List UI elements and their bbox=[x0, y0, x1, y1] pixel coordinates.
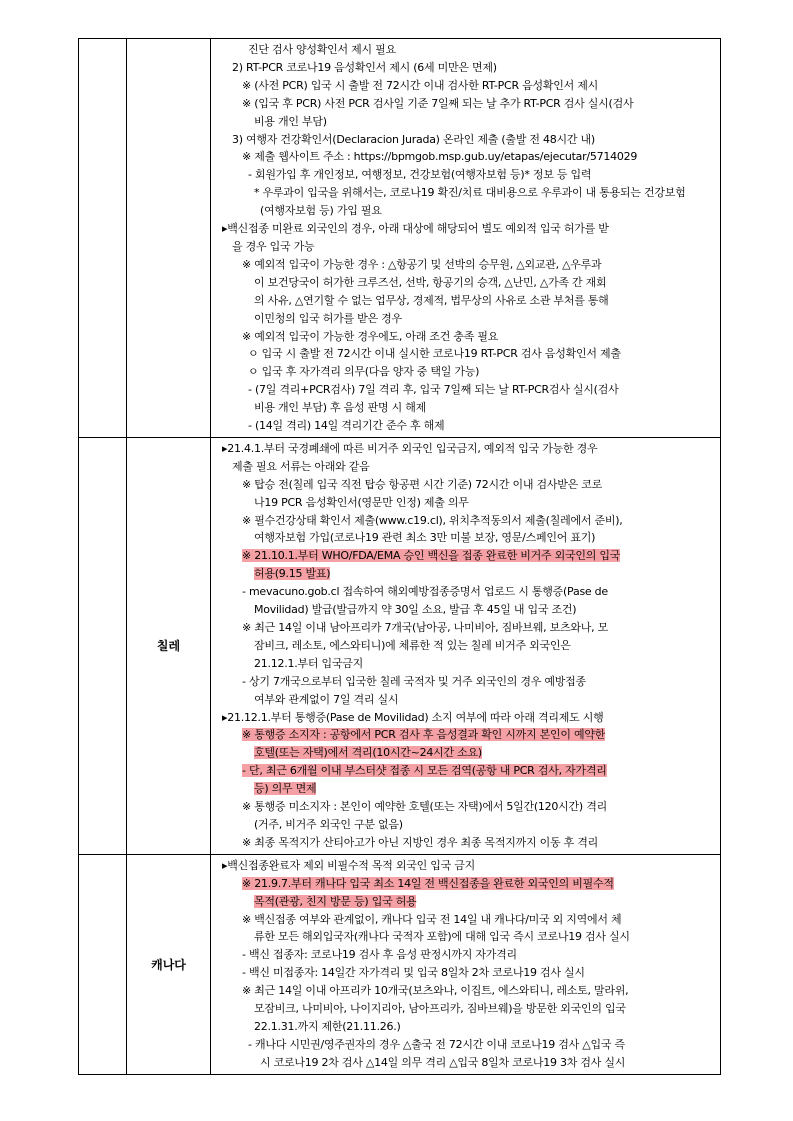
line-text: ※ 최근 14일 이내 아프리카 10개국(보츠와나, 이집트, 에스와티니, 레소토, 말라위, bbox=[242, 984, 629, 998]
line-text: - 캐나다 시민권/영주권자의 경우 △출국 전 72시간 이내 코로나19 검사 △입국 즉 bbox=[248, 1037, 625, 1051]
measure-line bbox=[222, 440, 712, 458]
line-text: - mevacuno.gob.cl 접속하여 해외예방접종증명서 업로드 시 통행증(Pase de bbox=[242, 585, 608, 599]
line-text: 이 보건당국이 허가한 크루즈선, 선박, 항공기의 승객, △난민, △가족 간 재회 bbox=[254, 275, 607, 289]
measure-line bbox=[222, 875, 712, 893]
measure-line bbox=[222, 691, 712, 709]
country-row-canada bbox=[79, 854, 721, 1074]
measure-line bbox=[222, 148, 712, 166]
measure-line bbox=[222, 780, 712, 798]
measure-line bbox=[222, 95, 712, 113]
measure-line bbox=[222, 292, 712, 310]
line-text: - (14일 격리) 14일 격리기간 준수 후 해제 bbox=[248, 419, 445, 433]
highlighted-text: 허용(9.15 발표) bbox=[254, 567, 331, 581]
entry-restrictions-table bbox=[78, 38, 721, 1075]
measure-line bbox=[222, 131, 712, 149]
line-text: 의 사유, △연기할 수 없는 업무상, 경제적, 법무상의 사유로 소관 부처를 통해 bbox=[254, 293, 609, 307]
measure-line bbox=[222, 1054, 712, 1072]
line-text: ※ 최근 14일 이내 남아프리카 7개국(남아공, 나미비아, 짐바브웨, 보츠와나, 모 bbox=[242, 621, 608, 634]
line-text: - 백신 접종자: 코로나19 검사 후 음성 판정시까지 자가격리 bbox=[242, 948, 517, 962]
line-text: 22.1.31.까지 제한(21.11.26.) bbox=[254, 1019, 401, 1033]
line-text: ※ 백신접종 여부와 관계없이, 캐나다 입국 전 14일 내 캐나다/미국 외 지역에서 체 bbox=[242, 912, 622, 926]
measure-line bbox=[222, 893, 712, 911]
line-text: (여행자보험 등) 가입 필요 bbox=[260, 204, 382, 218]
line-text: 여부와 관계없이 7일 격리 실시 bbox=[254, 692, 399, 706]
region-cell bbox=[79, 854, 127, 1074]
line-text: 을 경우 입국 가능 bbox=[232, 239, 315, 253]
measure-line bbox=[222, 113, 712, 131]
line-text: 여행자보험 가입(코로나19 관련 최소 3만 미불 보장, 영문/스페인어 표기) bbox=[254, 531, 596, 545]
line-text: Movilidad) 발급(발급까지 약 30일 소요, 발급 후 45일 내 입국 조건) bbox=[254, 603, 577, 617]
line-text: ㅇ 입국 시 출발 전 72시간 이내 실시한 코로나19 RT-PCR 검사 음성확인서 제출 bbox=[248, 347, 621, 361]
measure-line bbox=[222, 77, 712, 95]
line-text: ▸백신접종완료자 제외 비필수적 목적 외국인 입국 금지 bbox=[222, 858, 476, 872]
measure-line bbox=[222, 1018, 712, 1036]
line-text: ▸백신접종 미완료 외국인의 경우, 아래 대상에 해당되어 별도 예외적 입국 허가를 받 bbox=[222, 222, 609, 236]
measure-line bbox=[222, 417, 712, 435]
measure-line bbox=[222, 709, 712, 727]
measure-line bbox=[222, 512, 712, 530]
line-text: ※ (입국 후 PCR) 사전 PCR 검사일 기준 7일째 되는 날 추가 RT-PCR 검사 실시(검사 bbox=[242, 96, 634, 110]
measure-line bbox=[222, 982, 712, 1000]
measure-line bbox=[222, 583, 712, 601]
line-text: ※ 제출 웹사이트 주소 : https://bpmgob.msp.gub.uy/etapas/ejecutar/5714029 bbox=[242, 150, 638, 164]
highlighted-text: ※ 21.9.7.부터 캐나다 입국 최소 14일 전 백신접종을 완료한 외국인의 비필수적 bbox=[242, 876, 614, 890]
measure-line bbox=[222, 310, 712, 328]
measure-line bbox=[222, 547, 712, 565]
measure-line bbox=[222, 1000, 712, 1018]
measure-line bbox=[222, 59, 712, 77]
measure-line bbox=[222, 726, 712, 744]
measure-line bbox=[222, 928, 712, 946]
country-name-cell bbox=[127, 39, 211, 438]
line-text: 3) 여행자 건강확인서(Declaracion Jurada) 온라인 제출 (출발 전 48시간 내) bbox=[232, 132, 595, 146]
measure-line bbox=[222, 834, 712, 852]
measures-cell bbox=[211, 39, 721, 438]
measure-line bbox=[222, 345, 712, 363]
measure-line bbox=[222, 458, 712, 476]
line-text: ㅇ 입국 후 자가격리 의무(다음 양자 중 택일 가능) bbox=[248, 365, 480, 379]
line-text: - 상기 7개국으로부터 입국한 칠레 국적자 및 거주 외국인의 경우 예방접종 bbox=[242, 674, 586, 688]
line-text: ※ 예외적 입국이 가능한 경우 : △항공기 및 선박의 승무원, △외교관, △우루과 bbox=[242, 257, 602, 271]
line-text: ※ 필수건강상태 확인서 제출(www.c19.cl), 위치추적동의서 제출(칠레에서 준비), bbox=[242, 513, 623, 527]
measure-line bbox=[222, 184, 712, 202]
measure-line bbox=[222, 601, 712, 619]
measure-line bbox=[222, 673, 712, 691]
measure-line bbox=[222, 964, 712, 982]
line-text: (거주, 비거주 외국인 구분 없음) bbox=[254, 817, 403, 831]
highlighted-text: 등) 의무 면제 bbox=[254, 782, 317, 796]
region-cell bbox=[79, 437, 127, 854]
measure-line bbox=[222, 238, 712, 256]
highlighted-text: ※ 통행증 소지자 : 공항에서 PCR 검사 후 음성결과 확인 시까지 본인이 예약한 bbox=[242, 728, 606, 742]
measures-cell bbox=[211, 854, 721, 1074]
measure-line bbox=[222, 202, 712, 220]
line-text: * 우루과이 입국을 위해서는, 코로나19 확진/치료 대비용으로 우루과이 내 통용되는 건강보험 bbox=[254, 186, 686, 200]
line-text: - (7일 격리+PCR검사) 7일 격리 후, 입국 7일째 되는 날 RT-PCR검사 실시(검사 bbox=[248, 383, 619, 397]
line-text: ▸21.12.1.부터 통행증(Pase de Movilidad) 소지 여부에 따라 아래 격리제도 시행 bbox=[222, 710, 604, 724]
highlighted-text: 호텔(또는 자택)에서 격리(10시간~24시간 소요) bbox=[254, 746, 482, 760]
line-text: ※ 최종 목적지가 산티아고가 아닌 지방인 경우 최종 목적지까지 이동 후 격리 bbox=[242, 835, 598, 849]
line-text: 이민청의 입국 허가를 받은 경우 bbox=[254, 311, 402, 325]
measure-line bbox=[222, 637, 712, 655]
country-row-chile bbox=[79, 437, 721, 854]
line-text: ※ (사전 PCR) 입국 시 출발 전 72시간 이내 검사한 RT-PCR 음성확인서 제시 bbox=[242, 78, 598, 92]
line-text: ▸21.4.1.부터 국경폐쇄에 따른 비거주 외국인 입국금지, 예외적 입국 가능한 경우 bbox=[222, 441, 598, 455]
measure-line bbox=[222, 166, 712, 184]
measure-line bbox=[222, 816, 712, 834]
line-text: 진단 검사 양성확인서 제시 필요 bbox=[248, 43, 396, 56]
region-cell bbox=[79, 39, 127, 438]
line-text: 잠비크, 레소토, 에스와티니)에 체류한 적 있는 칠레 비거주 외국인은 bbox=[254, 638, 571, 652]
measure-line bbox=[222, 1036, 712, 1054]
highlighted-text: - 단, 최근 6개월 이내 부스터샷 접종 시 모든 검역(공항 내 PCR 검사, 자가격리 bbox=[242, 764, 607, 778]
measure-line bbox=[222, 762, 712, 780]
measure-line bbox=[222, 529, 712, 547]
line-text: 제출 필요 서류는 아래와 같음 bbox=[232, 459, 370, 473]
line-text: 2) RT-PCR 코로나19 음성확인서 제시 (6세 미만은 면제) bbox=[232, 60, 497, 74]
measure-line bbox=[222, 363, 712, 381]
measure-line bbox=[222, 911, 712, 929]
line-text: - 회원가입 후 개인정보, 여행정보, 건강보험(여행자보험 등)* 정보 등 입력 bbox=[248, 168, 592, 182]
line-text: 류한 모든 해외입국자(캐나다 국적자 포함)에 대해 입국 즉시 코로나19 검사 실시 bbox=[254, 930, 630, 944]
line-text: 비용 개인 부담) 후 음성 판명 시 해제 bbox=[254, 401, 427, 415]
measure-line bbox=[222, 857, 712, 875]
country-row-uruguay-continued bbox=[79, 39, 721, 438]
country-name-cell: 칠레 bbox=[127, 437, 211, 854]
measure-line bbox=[222, 744, 712, 762]
line-text: 모잠비크, 나미비아, 나이지리아, 남아프리카, 짐바브웨)을 방문한 외국인의 입국 bbox=[254, 1002, 626, 1016]
measure-line bbox=[222, 328, 712, 346]
measure-line bbox=[222, 655, 712, 673]
measure-line bbox=[222, 381, 712, 399]
measure-line bbox=[222, 494, 712, 512]
measure-line bbox=[222, 798, 712, 816]
line-text: 시 코로나19 2차 검사 △14일 의무 격리 △입국 8일차 코로나19 3차 검사 실시 bbox=[260, 1055, 626, 1069]
line-text: ※ 통행증 미소지자 : 본인이 예약한 호텔(또는 자택)에서 5일간(120시간) 격리 bbox=[242, 800, 607, 814]
measure-line bbox=[222, 220, 712, 238]
measure-line bbox=[222, 256, 712, 274]
measure-line bbox=[222, 946, 712, 964]
measure-line bbox=[222, 399, 712, 417]
line-text: - 백신 미접종자: 14일간 자가격리 및 입국 8일차 2차 코로나19 검사 실시 bbox=[242, 966, 585, 980]
line-text: ※ 예외적 입국이 가능한 경우에도, 아래 조건 충족 필요 bbox=[242, 329, 499, 343]
measures-cell bbox=[211, 437, 721, 854]
highlighted-text: 목적(관광, 친지 방문 등) 입국 허용 bbox=[254, 894, 417, 908]
measure-line bbox=[222, 41, 712, 59]
measure-line bbox=[222, 274, 712, 292]
line-text: ※ 탑승 전(칠레 입국 직전 탑승 항공편 시간 기준) 72시간 이내 검사받은 코로 bbox=[242, 477, 603, 491]
line-text: 나19 PCR 음성확인서(영문만 인정) 제출 의무 bbox=[254, 495, 469, 509]
line-text: 21.12.1.부터 입국금지 bbox=[254, 656, 363, 670]
country-name-cell: 캐나다 bbox=[127, 854, 211, 1074]
measure-line bbox=[222, 619, 712, 637]
highlighted-text: ※ 21.10.1.부터 WHO/FDA/EMA 승인 백신을 접종 완료한 비거주 외국인의 입국 bbox=[242, 549, 621, 563]
line-text: 비용 개인 부담) bbox=[254, 114, 327, 128]
measure-line bbox=[222, 565, 712, 583]
measure-line bbox=[222, 476, 712, 494]
